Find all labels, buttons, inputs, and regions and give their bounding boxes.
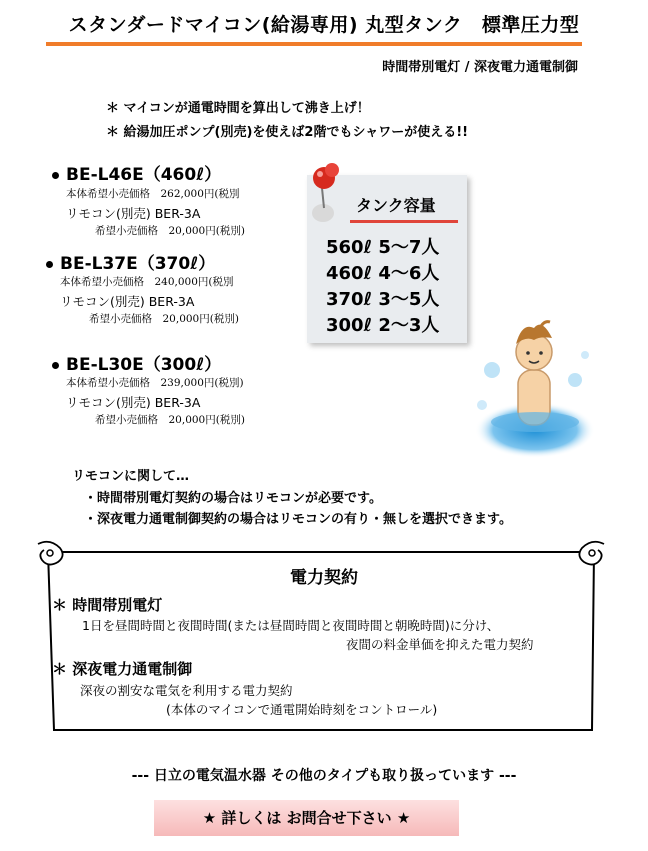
model-remote-price-3: 希望小売価格 20,000円(税別) xyxy=(95,414,245,426)
other-types-note: --- 日立の電気温水器 その他のタイプも取り扱っています --- xyxy=(131,768,517,784)
page-subtitle: 時間帯別電灯 / 深夜電力通電制御 xyxy=(382,60,578,75)
contract-item-1-line-1: 1日を昼間時間と夜間時間(または昼間時間と夜間時間と朝晩時間)に分け、 xyxy=(82,618,500,633)
feature-line-1: ＊ マイコンが通電時間を算出して沸き上げ！ xyxy=(106,101,370,116)
contact-cta-banner: ★ 詳しくは お問合せ下さい ★ xyxy=(154,800,459,836)
tank-row-560: 560ℓ 5～7人 xyxy=(326,237,440,258)
model-price-2: 本体希望小売価格 240,000円(税別 xyxy=(60,276,234,288)
model-remote-price-2: 希望小売価格 20,000円(税別) xyxy=(89,313,239,325)
model-name-1: BE-L46E（460ℓ） xyxy=(52,160,221,185)
model-remote-3: リモコン(別売) BER-3A xyxy=(66,395,201,410)
feature-line-2: ＊ 給湯加圧ポンプ(別売)を使えば2階でもシャワーが使える!! xyxy=(106,125,469,140)
bullet-icon xyxy=(52,362,59,369)
model-remote-2: リモコン(別売) BER-3A xyxy=(60,294,195,309)
tank-row-460: 460ℓ 4～6人 xyxy=(326,263,440,284)
contract-title: 電力契約 xyxy=(290,568,358,588)
contract-item-2-heading: ＊ 深夜電力通電制御 xyxy=(52,660,193,678)
remote-note-2: ・深夜電力通電制御契約の場合はリモコンの有り・無しを選択できます。 xyxy=(84,512,512,527)
model-price-3: 本体希望小売価格 239,000円(税別) xyxy=(66,377,244,389)
bather-illustration xyxy=(470,310,600,460)
tank-title-underline xyxy=(350,220,458,223)
model-name-3: BE-L30E（300ℓ） xyxy=(52,350,221,375)
contract-item-2-line-1: 深夜の割安な電気を利用する電力契約 xyxy=(80,683,293,698)
model-price-1: 本体希望小売価格 262,000円(税別 xyxy=(66,188,240,200)
bullet-icon xyxy=(46,261,53,268)
title-divider xyxy=(46,42,582,46)
model-remote-price-1: 希望小売価格 20,000円(税別) xyxy=(95,225,245,237)
tank-capacity-title: タンク容量 xyxy=(356,196,436,215)
contract-item-1-line-2: 夜間の料金単価を抑えた電力契約 xyxy=(346,637,534,652)
tank-row-300: 300ℓ 2～3人 xyxy=(326,315,440,336)
tank-row-370: 370ℓ 3～5人 xyxy=(326,289,440,310)
model-name-2: BE-L37E（370ℓ） xyxy=(46,249,215,274)
page-title: スタンダードマイコン(給湯専用) 丸型タンク 標準圧力型 xyxy=(68,14,580,36)
remote-note-1: ・時間帯別電灯契約の場合はリモコンが必要です。 xyxy=(84,491,382,506)
pushpin-icon xyxy=(308,158,348,226)
contract-item-2-line-2: (本体のマイコンで通電開始時刻をコントロール) xyxy=(166,702,438,717)
remote-notes-heading: リモコンに関して… xyxy=(72,469,190,484)
model-remote-1: リモコン(別売) BER-3A xyxy=(66,206,201,221)
bullet-icon xyxy=(52,172,59,179)
contract-item-1-heading: ＊ 時間帯別電灯 xyxy=(52,596,163,614)
